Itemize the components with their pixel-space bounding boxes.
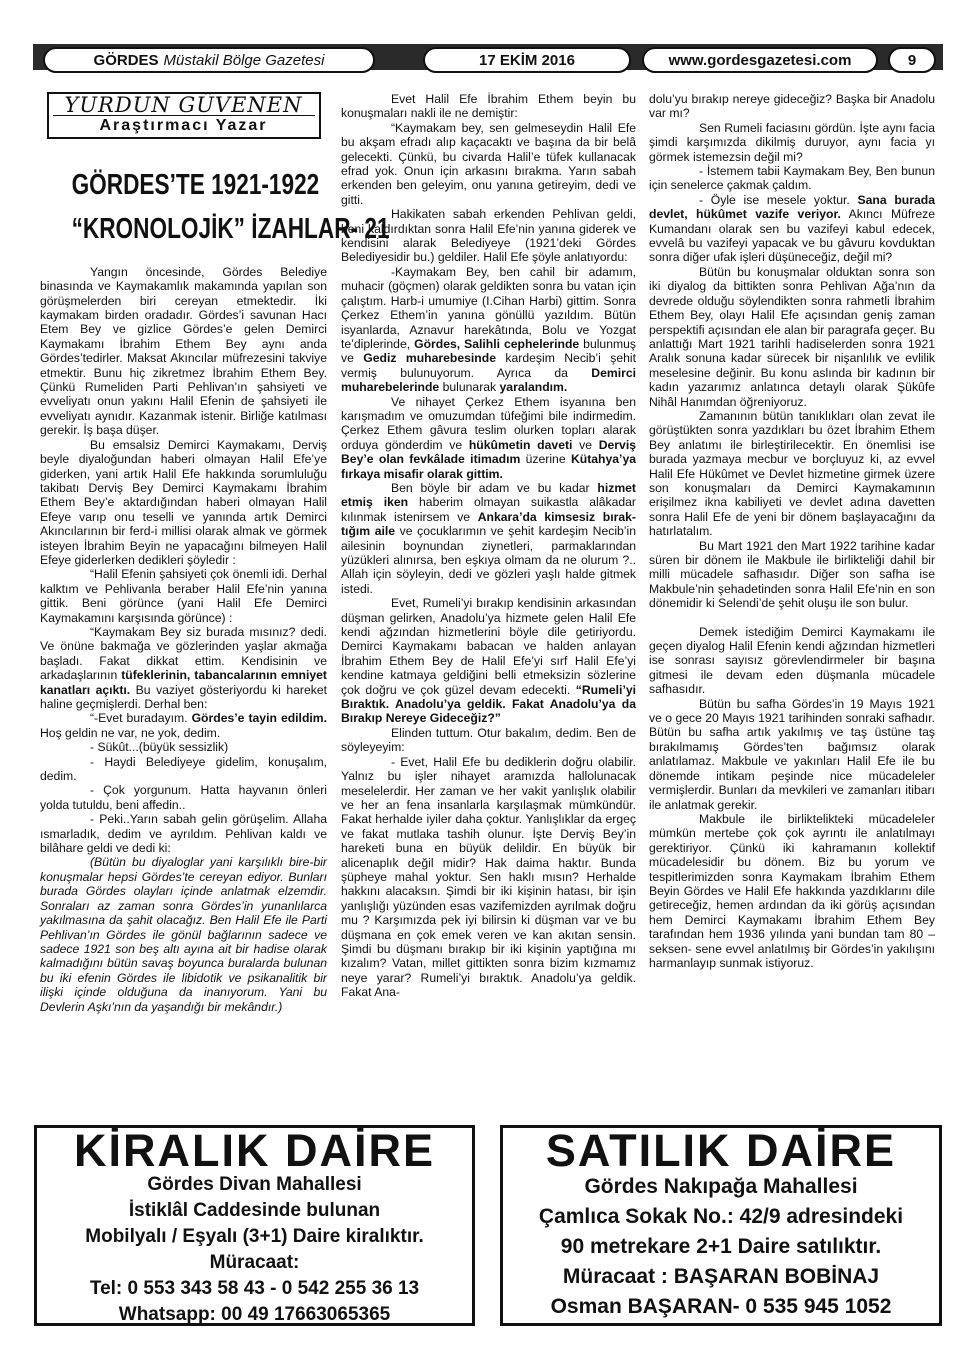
text: Ben böyle bir adam ve bu kadar (391, 480, 598, 495)
paragraph: Makbule ile birliktelikteki mücadeleler mümkün mertebe çok çok ayrıntı ile anlatılmayı gerektiriyor. Çünkü iki kahramanın kollektif mücadelesidir bu dönem. Biz bu yorum ve tespitlerimizden sonra Kaymakam İbrahim Ethem Beyin Gördes ve Halil Efe hakkında yazdıklarını dile getireceğiz, hemen ardından da iki görüş açısından hem Demirci Kaymakamı İbrahim Ethem Bey tarafından hem 1936 yılında yani bundan tam 80 –seksen- sene evvel anlatılmış bir Gördes’in yakılışını harmanlayıp sunmak istiyoruz. (649, 811, 935, 970)
text: ve (572, 437, 599, 452)
paragraph (341, 265, 636, 395)
paragraph: Bu Mart 1921 den Mart 1922 tarihine kadar süren bir dönem ile Makbule ile birlikteliği dahil bir milli mücadele safhasıdır. Diğer son safha ise Makbule’nin şehadetinden sonra Halil Efe’nin en son dönemidir ki Selendi’de şehit oluşu ile son bulur. (649, 538, 935, 611)
bold-text: Gördes’e tayin edildim. (191, 711, 327, 726)
paragraph: “Halil Efenin şahsiyeti çok önemli idi. Derhal kalktım ve Pehlivanla beraber Halil Efe’nin yanına gittik. Beni görünce (yani Halil Efe Demirci Kaymakamını karşısında görünce) : (40, 567, 327, 625)
date-text: 17 EKİM 2016 (479, 51, 575, 69)
text: haberim olmayan suikastla alâkadar kılınmak istenirsem ve (341, 495, 636, 524)
ad-phone: Osman BAŞARAN- 0 535 945 1052 (550, 1295, 892, 1318)
ad-line: Çamlıca Sokak No.: 42/9 adresindeki (538, 1205, 904, 1228)
text: Ve nihayet Çerkez Ethem isyanına ben karışmadım ve omuzumdan tüfeğimi bile indirmedim. Çerkez Ethem gâvura teslim olurken topları alarak orduya gönderdim ve (341, 394, 636, 452)
ad-line: Mobilyalı / Eşyalı (3+1) Daire kiralıktır. (85, 1226, 424, 1247)
paragraph: - Peki..Yarın sabah gelin görüşelim. Allaha ısmarladık, dedim ve ayrıldım. Pehlivan kaldı ve bilâhare geldi ve dedi ki: (40, 812, 327, 856)
paragraph (40, 711, 327, 740)
text: -Kaymakam Bey, ben cahil bir adamım, muhacir (göçmen) olarak geldikten sonra bu vatan için çalıştım. Harb-i umumiye (I.Cihan Harbi) gittim. Sonra Çerkez Ethem’in yanına gönüllü yazıldım. Bütün isyanlarda, Aznavur harekâtında, Bolu ve Yozgat te’diplerinde, (341, 264, 636, 351)
ad-line: 90 metrekare 2+1 Daire satılıktır. (560, 1235, 882, 1258)
paragraph: Hakikaten sabah erkenden Pehlivan geldi, beni kaldırdıktan sonra Halil Efe’nin yanına giderek ve kendisini alarak Belediyeye (1921’deki Gördes Belediyesidir bu.) geldiler. Halil Efe şöyle anlatıyordu: (341, 207, 636, 265)
paragraph: dolu’yu bırakıp nereye gideceğiz? Başka bir Anadolu var mı? (649, 92, 935, 121)
ad-line: Müracaat : BAŞARAN BOBİNAJ (562, 1265, 880, 1288)
paragraph: Yangın öncesinde, Gördes Belediye binasında ve Kaymakamlık makamında yapılan son görüşmelerden biri cereyan etmektedir. İki kaymakam birden oradadır. Gördes’i savunan Hacı Etem Bey ve gizlice Gördes’e gelen Demirci Kaymakamı İbrahim Ethem Bey aynı anda Gördes’tedirler. Maksat Akıncılar müfrezesini takviye etmektir. Bunu hiç zikretmez İbrahim Ethem Bey. Çünkü Rumeliden Parti Pehlivan’ın şahsiyeti ve evveliyatı onun yakını Halil Efenin de şahsiyeti ile evveliyatı aynıdır. Kazanmak istenir. Birliğe katılması gerekir. İş başa düşer. (40, 264, 327, 438)
paragraph: “Kaymakam bey, sen gelmeseydin Halil Efe bu akşam efradı alıp kaçacaktı ve başına da bir belâ gelecekti. Çünkü, bu civarda Halil’e tüfek kullanacak efrad yok. Onun için arkasını bırakma. Yarın sabah erkenden ben geleyim, onu yanına getireyim, dedi ve gitti. (341, 120, 636, 207)
paper-name-pill (43, 47, 375, 73)
bold-text: Gediz muharebesinde (363, 351, 496, 366)
paragraph: - Sükût...(büyük sessizlik) (90, 740, 229, 755)
text: ve çocuklarımın ve şehit kardeşim Necib’in ailesinin boynundan ziynetleri, parmaklarından yüzükleri alınırsa, ben eşkıya olmam da ne olurum ?.. Allah için söyleyin, dedi ve gözleri yaşlı halde gitmek istedi. (341, 524, 637, 596)
column-2 (341, 92, 636, 1000)
paragraph (341, 395, 636, 481)
text: Hoş geldin ne var, ne yok, dedim. (40, 725, 221, 740)
bold-text: Gördes, Salihli cephelerinde (414, 336, 580, 351)
bold-text: Sana burada devlet, hükûmet vazife veriyor. (649, 192, 935, 222)
paragraph: - İstemem tabii Kaymakam Bey, Ben bunun için senelerce çakmak çaldım. (649, 164, 935, 193)
paragraph: - Evet, Halil Efe bu dediklerin doğru olabilir. Yalnız bu işler nihayet aramızda hallolunacak meselelerdir. Her zaman ve her vakit yanlışlık olabilir ve her an fena insanlarla karşılaşmak mümkündür. Fakat herhalde iyiler daha çoktur. Yanlışlıklar da ergeç ve fakat mutlaka tashih olunur. İşte Derviş Bey’in hareketi buna en büyük delildir. En büyük bir alicenaplık değil midir? Hak daima haktır. Bunda şüpheye mahal yoktur. Sen haklı mısın? Herhalde hakkını alacaksın. Şimdi bir iki kişinin hatası, bir işin yanlışlığı yüzünden esas vazifemizden ayrılmak doğru mu ? Karşımızda pek iyi bilirsin ki düşman var ve bu düşmana en çok emek veren ve kan akıtan sensin. Şimdi bu düşmanı bırakıp bir iki kişinin yaptığına mı kızalım? Vatan, millet gittikten sonra bizim kızmamız neye yarar? Rumeli’yi bıraktık. Anadolu’ya geldik. Fakat Ana- (341, 754, 636, 1000)
bold-text: Ankara’da kimsesiz bırak-tığım aile (341, 509, 636, 539)
text: “-Evet buradayım. (90, 711, 192, 726)
ad-for-sale (500, 1125, 942, 1326)
paragraph-italic: (Bütün bu diyaloglar yani karşılıklı bire-bir konuşmalar hepsi Gördes’te cereyan ediyor. Bunları burada Gördes olayları içinde anlatmak elzemdir. Sonraları az zaman sonra Gördes’in yunanlılarca yakılmasına da şahit olacağız. Ben Halil Efe ile Parti Pehlivan’ın Gördes ile gönül bağlarının sadece ve sadece 1921 son beş altı ayına ait bir hadise olarak kalmadığını bütün savaş boyunca buralarda bulunan bu iki efenin Gördes ile libidotik ve psikanalitik bir ilişki içinde olduğuna da inanıyorum. Yani bu Devlerin Aşkı’nın da yaşandığı bir mekândır.) (40, 855, 327, 1014)
author-name: YURDUN GÜVENEN (53, 98, 315, 116)
article-title (71, 163, 390, 251)
paper-subtitle: Müstakil Bölge Gazetesi (163, 51, 325, 69)
text: üzerine (520, 452, 571, 467)
text: bulunmuş ve (341, 336, 637, 366)
paragraph: Evet Halil Efe İbrahim Ethem beyin bu konuşmaları nakli ile ne demiştir: (341, 92, 636, 121)
text: bulunarak (439, 380, 500, 395)
page-number-text: 9 (907, 51, 917, 69)
paragraph (341, 481, 636, 596)
bold-text: “Rumeli’yi Bıraktık. Anadolu’ya geldik. Fakat Anadolu’ya da Bırakıp Nereye Gideceğiz?” (341, 682, 636, 726)
bold-text: hizmet etmiş iken (341, 480, 636, 510)
bold-text: hükûmetin daveti (468, 437, 573, 452)
ad-line: Gördes Divan Mahallesi (147, 1174, 362, 1195)
text: Akıncı Müfreze Kumandanı olarak sen bu vazifeyi kabul edecek, evvelâ bu vazifeyi yapacak ve bu gâvuru kovduktan sonra diğer ufak işleri düşüneceğiz, değil mi? (649, 207, 935, 265)
paragraph: Bütün bu konuşmalar olduktan sonra son iki diyalog da bittikten sonra Pehlivan Ağa’nın da devrede olduğu söylendikten sonra rahmetli İbrahim Ethem Bey, olayı Halil Efe açısından geniş zaman perspektifi açısından ele alan bir paragrafa geçer. Bu anlattığı Mart 1921 tarihli hadiselerden sonra 1921 Aralık sonuna kadar sürecek bir nişanlılık ve evlilik meselesine değinir. Bu konu aslında bir kadının bir kadın yazarımız anlatınca detaylı olarak Şükûfe Nihâl Hanımdan öğreniyoruz. (649, 264, 935, 409)
ad-for-rent (34, 1125, 475, 1326)
paper-name: GÖRDES (93, 51, 159, 69)
text: - Öyle ise mesele yoktur. (699, 192, 858, 207)
author-box (47, 92, 321, 139)
paragraph (649, 193, 935, 265)
author-role: Araştırmacı Yazar (99, 117, 268, 135)
title-line-2: “KRONOLOJİK” İZAHLAR- 21 (71, 212, 390, 245)
paragraph: Sen Rumeli faciasını gördün. İşte aynı facia şimdi karşımızda dikilmiş duruyor, aynı facia yı görmek istemezsin değil mi? (649, 120, 935, 164)
bold-text: tüfeklerinin, tabancalarının emniyet kanatları açıktı. (40, 668, 327, 697)
ad-line: İstiklâl Caddesinde bulunan (128, 1200, 381, 1221)
website-link[interactable]: www.gordesgazetesi.com (668, 51, 852, 69)
paragraph: - Çok yorgunum. Hatta hayvanın önleri yolda tutuldu, beni affedin.. (40, 783, 327, 812)
paragraph (341, 596, 636, 726)
paragraph (40, 625, 327, 711)
text: Bu vaziyet gösteriyordu ki hareket haline geçmişlerdi. Derhal ben: (40, 682, 327, 711)
website-pill[interactable] (642, 47, 878, 73)
ad-phone: Tel: 0 553 343 58 43 - 0 542 255 36 13 (89, 1278, 420, 1299)
bold-text: Derviş Bey’e olan fevkâlade itimadım (341, 437, 636, 467)
issue-date (423, 47, 631, 73)
ad-line: Gördes Nakıpağa Mahallesi (584, 1175, 858, 1198)
title-line-1: GÖRDES’TE 1921-1922 (71, 168, 320, 201)
paragraph: Bu emsalsiz Demirci Kaymakamı, Derviş beyle diyaloğundan haberi olmayan Halil Efe’ye giderken, yani artık Halil Efe hakkında sorumluluğu takibatı Derviş Bey Demirci Kaymakamı İbrahim Ethem Bey’e aktardığından haberi olmayan Halil Efeye varıp onu teselli ve yanında artık Demirci Akıncılarının bir ferd-i millisi olarak almak ve görmek isteyen İbrahim Beyin ne yapacağını bilmeyen Halil Efeye giderlerken dedikleri şöyledir : (40, 437, 327, 567)
text: kardeşim Necib’i şehit vermiş bulunuyorum. Ayrıca da (341, 351, 636, 380)
paragraph: - Haydi Belediyeye gidelim, konuşalım, dedim. (40, 754, 327, 784)
column-1 (40, 92, 390, 1014)
column-3 (649, 92, 935, 970)
ad-whatsapp: Whatsapp: 00 49 17663065365 (118, 1304, 391, 1325)
ad-line: Müracaat: (209, 1252, 300, 1273)
paragraph: Zamanının bütün tanıklıkları olan zevat ile görüştükten sonra yazdıkları bu özet İbrahim Ethem Bey anlatımı ile birleştirilecektir. En önemlisi ise burada yazmaya mecbur ve borçluyuz ki, az evvel Halil Efe Hükûmet ve Devlet hizmetine girmek üzere son konuşmaları da Demirci Kaymakamının erişilmez ikna kabiliyeti ve devlet adına davetten sonra Halil Efe de yeni bir dönem başlayacağını da hatırlatalım. (649, 408, 935, 539)
page-number (888, 47, 936, 73)
text: Evet, Rumeli’yi bırakıp kendisinin arkasından düşman gelirken, Anadolu’ya hizmete gelen Halil Efe kendi ağzından hizmetlerini böyle dile getiriyordu. Demirci Kaymakamı babacan ve halden anlayan İbrahim Ethem Bey de Halil Efe’yi sırf Halil Efe’yi kendine katmaya geldiğini belli etmeksizin sözlerine çok doğru ve çok güzel devam edecekti. (341, 596, 636, 697)
bold-text: Demirci muharebelerinde (341, 365, 636, 395)
text: “Kaymakam Bey siz burada mısınız? dedi. Ve önüne bakmağa ve gözlerinden yaşlar akmağa başladı. Fakat dikkat ettim. Kendisinin ve arkadaşlarının (40, 624, 327, 683)
paragraph: Demek istediğim Demirci Kaymakamı ile geçen diyalog Halil Efenin kendi ağzından hizmetleri ise sonrası sayısız görevlendirmeler bir başına gitmesi ile devam eden düşmanla mücadele safhasıdır. (649, 624, 935, 697)
ad-title: SATILIK DAİRE (545, 1125, 897, 1176)
paragraph: Elinden tuttum. Otur bakalım, dedim. Ben de söyleyeyim: (341, 725, 636, 755)
bold-text: Kütahya’ya fırkaya misafir olarak gittim. (341, 452, 636, 481)
bold-text: yaralandım. (499, 380, 568, 395)
paragraph: Bütün bu safha Gördes’in 19 Mayıs 1921 ve o gece 20 Mayıs 1921 tarihinden sonraki safhadır. Bütün bu safha artık yakılmış ve taş üstüne taş bırakılmamış Gördes’ten bağımsız olarak anlatılamaz. Makbule ve yakınları Halil Efe ile bu dönemde intikam peşinde nice mücadeleler vermişlerdir. Bunları da mevkileri ve zamanları itibarı ile anlatmak gerekir. (649, 696, 935, 812)
ad-title: KİRALIK DAİRE (74, 1125, 435, 1176)
